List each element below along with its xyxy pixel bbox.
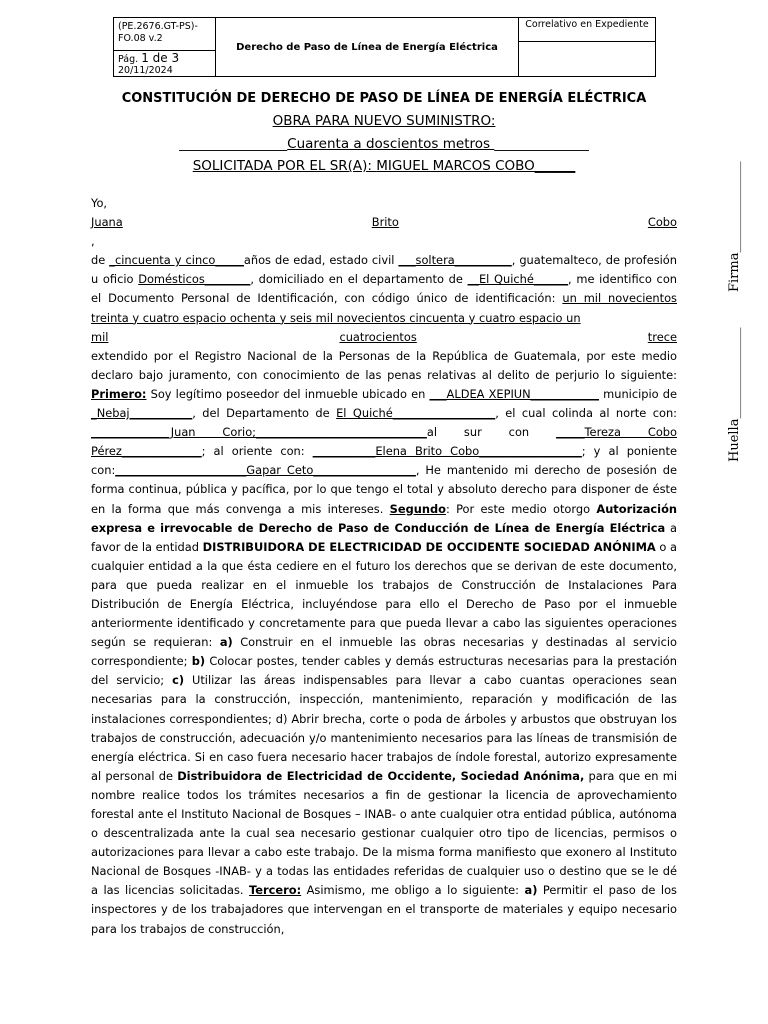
text: al sur con <box>426 425 557 440</box>
text: años de edad, estado civil <box>243 253 399 268</box>
text: ; al oriente con: <box>201 444 313 459</box>
item-a2-label: a) <box>524 883 538 898</box>
item-c-label: c) <box>172 673 185 688</box>
distribuidora-bold: Distribuidora de Electricidad de Occidente, Sociedad Anónima, <box>177 768 585 783</box>
solicitada-label: SOLICITADA POR EL SR(A): <box>192 158 377 174</box>
entidad-name: DISTRIBUIDORA DE ELECTRICIDAD DE OCCIDENTE SOCIEDAD ANÓNIMA <box>202 539 656 554</box>
form-code: (PE.2676.GT-PS)-FO.08 v.2 <box>114 18 216 51</box>
oficio-field: Domésticos________ <box>138 272 251 287</box>
text: , me identifico con el Documento Personal de Identificación, con código único de identificación: <box>91 272 678 306</box>
segundo-heading: Segundo <box>389 501 446 516</box>
comma-line: , <box>91 234 95 249</box>
last-name: Cobo <box>647 215 677 230</box>
declarant-name <box>91 213 677 232</box>
distance-value: Cuarenta a doscientos metros <box>287 136 495 152</box>
main-paragraph <box>91 347 677 939</box>
age-field: _cincuenta y cinco_____ <box>109 253 244 268</box>
distance-line <box>90 136 678 152</box>
text: municipio de <box>599 386 677 401</box>
dpi-part: trece <box>647 329 677 344</box>
obra-line <box>90 113 678 129</box>
form-header <box>113 17 656 77</box>
item-b-label: b) <box>191 654 206 669</box>
oriente-field: ___________Elena Brito Cobo__________________ <box>312 444 582 459</box>
correlativo-label: Correlativo en Expediente <box>519 18 655 42</box>
departamento2-field: El Quiché__________________ <box>336 406 496 421</box>
yo-line: Yo, <box>91 196 108 210</box>
obra-label: OBRA PARA NUEVO SUMINISTRO: <box>272 113 496 129</box>
autorizacion-bold: Autorización expresa e irrevocable de Derecho de Paso de Conducción de Línea de Energía Eléctrica <box>91 501 677 535</box>
poniente-field: _______________________Gapar Ceto__________________ <box>115 463 416 478</box>
header-title: Derecho de Paso de Línea de Energía Eléctrica <box>216 18 519 76</box>
distance-post: ______________ <box>494 136 589 152</box>
dpi-field: un mil novecientos treinta y cuatro espacio ochenta y seis mil novecientos cincuenta y cuatro espacio un <box>91 291 677 325</box>
text: Construir en el inmueble las obras necesarias y destinadas al servicio correspondiente; <box>91 635 677 669</box>
text: a favor de la entidad <box>91 520 677 554</box>
text: Asimismo, me obligo a lo siguiente: <box>301 883 525 898</box>
solicitada-name: MIGUEL MARCOS COBO______ <box>376 158 576 174</box>
primero-heading: Primero: <box>91 386 147 401</box>
page-prefix: Pág. <box>118 54 139 65</box>
norte-field: ______________Juan Corio;______________________________ <box>91 425 427 440</box>
text: para que en mi nombre realice todos los trámites necesarios a fin de gestionar la licencia de aprovechamiento forestal ante el Instituto Nacional de Bosques – INAB- o ante cualquier otra entidad pública, autónoma o descentralizada ante la cual sea necesario gestionar cualquier otro tipo de licencias, permisos o autorizaciones para llevar a cabo este trabajo. De la misma forma manifiesto que exonero al Instituto Nacional de Bosques -INAB- y a todas las entidades referidas de cualquier uso o destino que se le dé a las licencias solicitadas. <box>91 768 677 898</box>
text: , He mantenido mi derecho de posesión de forma continua, pública y pacífica, por lo que tengo el total y absoluto derecho para disponer de éste en la forma que más convenga a mis intereses. <box>91 463 677 516</box>
text: Utilizar las áreas indispensables para llevar a cabo cuantas operaciones sean necesarias para la construcción, inspección, mantenimiento, reparación y modificación de las instalaciones correspondientes; d) Abrir brecha, corte o poda de árboles y arbustos que obstruyan los trabajos de construcción, adecuación y/o mantenimiento necesarios para las líneas de transmisión de energía eléctrica. Si en caso fuera necesario hacer trabajos de índole forestal, autorizo expresamente al personal de <box>91 673 677 783</box>
text: , guatemalteco, de profesión u oficio <box>91 253 677 287</box>
item-a-label: a) <box>219 635 233 650</box>
page-number: 1 de 3 <box>141 51 180 65</box>
distance-pre: ________________ <box>179 136 288 152</box>
page-info <box>114 51 216 77</box>
text: Permitir el paso de los inspectores y de los trabajadores que intervengan en el transporte de materiales y equipo necesario para los trabajos de construcción, <box>91 883 677 936</box>
firma-label: Firma______________ <box>727 161 742 292</box>
aldea-field: ___ALDEA XEPIUN____________ <box>429 386 600 401</box>
document-body <box>91 194 677 939</box>
tercero-heading: Tercero: <box>249 883 302 898</box>
text: , domiciliado en el departamento de <box>250 272 468 287</box>
municipio-field: _Nebaj___________ <box>91 406 193 421</box>
text: , el cual colinda al norte con: <box>495 406 677 421</box>
dpi-line-2 <box>91 328 677 347</box>
huella-label: Huella______________ <box>727 327 742 462</box>
form-date: 20/11/2024 <box>118 65 173 76</box>
departamento-field: __El Quiché______ <box>467 272 569 287</box>
text: Soy legítimo poseedor del inmueble ubicado en <box>146 386 430 401</box>
text: Colocar postes, tender cables y demás estructuras necesarias para la prestación del servicio; <box>91 654 677 688</box>
solicitada-line <box>90 158 678 174</box>
text: extendido por el Registro Nacional de la Personas de la República de Guatemala, por este medio declaro bajo juramento, con conocimiento de las penas relativas al delito de perjurio lo siguiente: <box>91 348 677 382</box>
civil-status-field: ___soltera__________ <box>398 253 512 268</box>
dpi-part: mil <box>91 329 109 344</box>
text: : Por este medio otorgo <box>445 501 597 516</box>
middle-name: Brito <box>371 215 399 230</box>
sur-field: _____Tereza Cobo Pérez______________ <box>91 425 678 459</box>
document-title: CONSTITUCIÓN DE DERECHO DE PASO DE LÍNEA DE ENERGÍA ELÉCTRICA <box>121 91 647 106</box>
first-name: Juana <box>91 215 123 230</box>
declarant-paragraph <box>91 251 677 327</box>
dpi-part: cuatrocientos <box>339 329 417 344</box>
text: , del Departamento de <box>192 406 337 421</box>
text: ; y al poniente con: <box>91 444 677 478</box>
text: o a cualquier entidad a la que ésta cediere en el futuro los derechos que se derivan de este documento, para que pueda realizar en el inmueble los trabajos de Construcción de Instalaciones Para Distribución de Energía Eléctrica, incluyéndose para ello el Derecho de Paso por el inmueble anteriormente identificado y concretamente para que pueda llevar a cabo las siguientes operaciones según se requieran: <box>91 539 677 650</box>
text: de <box>91 253 110 268</box>
